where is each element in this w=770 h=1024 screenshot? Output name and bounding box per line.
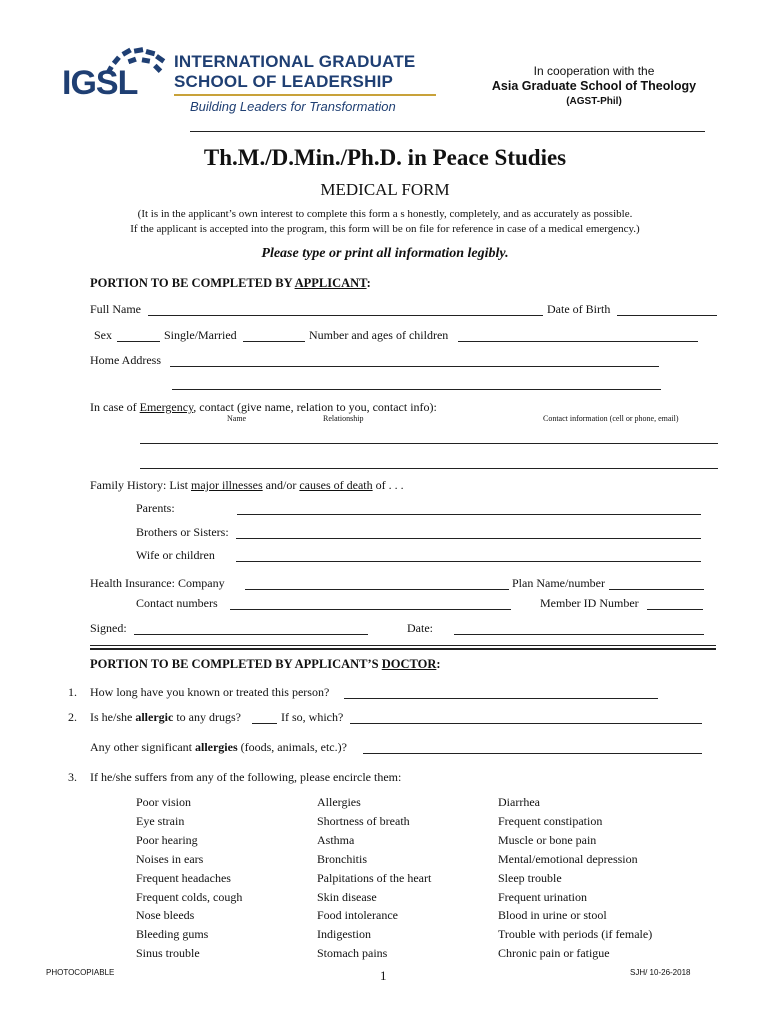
q2-which-label: If so, which? — [281, 710, 344, 724]
parents-label: Parents: — [136, 501, 175, 515]
contact-numbers-label: Contact numbers — [136, 596, 218, 610]
insurance-company-field[interactable] — [245, 589, 509, 590]
signed-label: Signed: — [90, 621, 127, 635]
instruction: Please type or print all information legibly. — [261, 246, 509, 261]
condition-item[interactable]: Frequent headaches — [136, 870, 231, 885]
condition-item[interactable]: Bleeding gums — [136, 927, 209, 942]
q2-number: 2. — [68, 710, 77, 724]
children-label: Number and ages of children — [309, 328, 449, 342]
emergency-col-relationship: Relationship — [323, 414, 364, 423]
form-subtitle: MEDICAL FORM — [320, 180, 450, 199]
q1-field[interactable] — [344, 698, 658, 699]
siblings-field[interactable] — [236, 538, 701, 539]
applicant-heading-text: PORTION TO BE COMPLETED BY — [90, 276, 295, 290]
family-causes-of-death: causes of death — [299, 478, 373, 492]
full-name-label: Full Name — [90, 302, 141, 316]
condition-item[interactable]: Frequent constipation — [498, 813, 603, 828]
family-prefix: Family History: List — [90, 478, 192, 492]
condition-item[interactable]: Nose bleeds — [136, 908, 195, 923]
q2-allergic: allergic — [135, 710, 174, 724]
sex-field[interactable] — [117, 341, 160, 342]
condition-item[interactable]: Chronic pain or fatigue — [498, 946, 610, 961]
children-field[interactable] — [458, 341, 698, 342]
emergency-field-1[interactable] — [140, 443, 718, 444]
q2-pre: Is he/she — [90, 710, 136, 724]
page-title: Th.M./D.Min./Ph.D. in Peace Studies — [203, 145, 567, 170]
q2b-allergies: allergies — [194, 740, 238, 754]
insurance-company-label: Health Insurance: Company — [90, 576, 225, 590]
doctor-heading-underlined: DOCTOR — [381, 657, 437, 671]
condition-item[interactable]: Palpitations of the heart — [317, 870, 432, 885]
applicant-heading-underlined: APPLICANT — [294, 276, 367, 290]
emergency-prefix: In case of — [90, 400, 140, 414]
family-history-label — [90, 478, 404, 493]
single-married-label: Single/Married — [164, 328, 237, 342]
conditions-col-2 — [317, 793, 431, 963]
condition-item[interactable]: Poor hearing — [136, 832, 198, 847]
spouse-field[interactable] — [236, 561, 701, 562]
q2b-pre: Any other significant — [90, 740, 195, 754]
q3-text: If he/she suffers from any of the following, please encircle them: — [90, 770, 402, 784]
condition-item[interactable]: Food intolerance — [317, 908, 398, 923]
full-name-field[interactable] — [148, 315, 543, 316]
plan-label: Plan Name/number — [512, 576, 605, 590]
date-field[interactable] — [454, 634, 704, 635]
condition-item[interactable]: Frequent colds, cough — [136, 889, 243, 904]
siblings-label: Brothers or Sisters: — [136, 525, 229, 539]
doctor-heading-text: PORTION TO BE COMPLETED BY APPLICANT’S — [90, 657, 382, 671]
emergency-field-2[interactable] — [140, 468, 718, 469]
condition-item[interactable]: Noises in ears — [136, 851, 204, 866]
section-divider — [90, 645, 716, 646]
q2-drugs-field[interactable] — [252, 723, 277, 724]
condition-item[interactable]: Trouble with periods (if female) — [498, 927, 653, 942]
cooperation-abbrev: (AGST-Phil) — [566, 96, 622, 107]
doctor-heading-colon: : — [436, 657, 441, 671]
logo-tagline: Building Leaders for Transformation — [190, 99, 396, 114]
intro-line-1: (It is in the applicant’s own interest to complete this form a s honestly, completely, and as accurately as possible. — [137, 208, 633, 220]
home-address-field-1[interactable] — [170, 366, 659, 367]
condition-item[interactable]: Allergies — [317, 795, 361, 809]
conditions-col-3 — [498, 793, 652, 963]
emergency-col-contact: Contact information (cell or phone, email) — [543, 414, 679, 423]
condition-item[interactable]: Bronchitis — [317, 851, 367, 866]
parents-field[interactable] — [237, 514, 701, 515]
cooperation-school: Asia Graduate School of Theology — [491, 79, 697, 93]
condition-item[interactable]: Mental/emotional depression — [498, 851, 638, 866]
q1-number: 1. — [68, 685, 77, 699]
condition-item[interactable]: Muscle or bone pain — [498, 832, 597, 847]
contact-numbers-field[interactable] — [230, 609, 511, 610]
spouse-label: Wife or children — [136, 548, 215, 562]
signature-field[interactable] — [134, 634, 368, 635]
applicant-heading-colon: : — [366, 276, 371, 290]
q2-mid: to any drugs? — [173, 710, 241, 724]
date-label: Date: — [407, 621, 433, 635]
q1-text: How long have you known or treated this person? — [90, 685, 330, 699]
logo-line2: SCHOOL OF LEADERSHIP — [174, 72, 394, 91]
doctor-heading — [90, 657, 441, 672]
emergency-underlined: Emergency — [139, 400, 194, 414]
home-address-field-2[interactable] — [172, 389, 661, 390]
q2b-post: (foods, animals, etc.)? — [237, 740, 347, 754]
family-major-illnesses: major illnesses — [191, 478, 263, 492]
conditions-col-1 — [136, 793, 242, 963]
condition-item[interactable]: Indigestion — [317, 927, 371, 942]
single-married-field[interactable] — [243, 341, 305, 342]
emergency-suffix: , contact (give name, relation to you, contact info): — [193, 400, 437, 414]
cooperation-line: In cooperation with the — [533, 64, 655, 78]
condition-item[interactable]: Skin disease — [317, 889, 377, 904]
q2-text — [90, 710, 241, 725]
q2b-text — [90, 740, 347, 755]
home-address-label: Home Address — [90, 353, 161, 367]
dob-field[interactable] — [617, 315, 717, 316]
condition-item[interactable]: Frequent urination — [498, 889, 587, 904]
plan-field[interactable] — [609, 589, 704, 590]
footer-photocopiable: PHOTOCOPIABLE — [46, 968, 115, 977]
logo-line1: INTERNATIONAL GRADUATE — [174, 52, 416, 71]
footer-code: SJH/ 10-26-2018 — [630, 968, 691, 977]
condition-item[interactable]: Sinus trouble — [136, 946, 200, 961]
condition-item[interactable]: Asthma — [317, 832, 355, 847]
condition-item[interactable]: Shortness of breath — [317, 813, 410, 828]
member-id-label: Member ID Number — [540, 596, 639, 610]
q2-which-field[interactable] — [350, 723, 702, 724]
condition-item[interactable]: Eye strain — [136, 813, 185, 828]
sex-label: Sex — [94, 328, 112, 342]
condition-item[interactable]: Blood in urine or stool — [498, 908, 607, 923]
intro-line-2: If the applicant is accepted into the program, this form will be on file for reference in case of a medical emergency.) — [130, 223, 640, 235]
member-id-field[interactable] — [647, 609, 703, 610]
family-mid: and/or — [262, 478, 300, 492]
family-suffix: of . . . — [372, 478, 404, 492]
logo-rule — [174, 94, 436, 96]
section-divider-thick — [90, 648, 716, 650]
page-number: 1 — [380, 968, 387, 983]
logo — [62, 44, 442, 122]
applicant-heading — [90, 276, 371, 291]
dob-label: Date of Birth — [547, 302, 611, 316]
condition-item[interactable]: Diarrhea — [498, 795, 540, 809]
emergency-label — [90, 400, 437, 415]
logo-initials: IGSL — [62, 64, 138, 102]
header-divider — [190, 131, 705, 132]
q3-number: 3. — [68, 770, 77, 784]
q2b-field[interactable] — [363, 753, 702, 754]
condition-item[interactable]: Poor vision — [136, 795, 192, 809]
emergency-col-name: Name — [227, 414, 247, 423]
condition-item[interactable]: Sleep trouble — [498, 870, 562, 885]
condition-item[interactable]: Stomach pains — [317, 946, 388, 961]
